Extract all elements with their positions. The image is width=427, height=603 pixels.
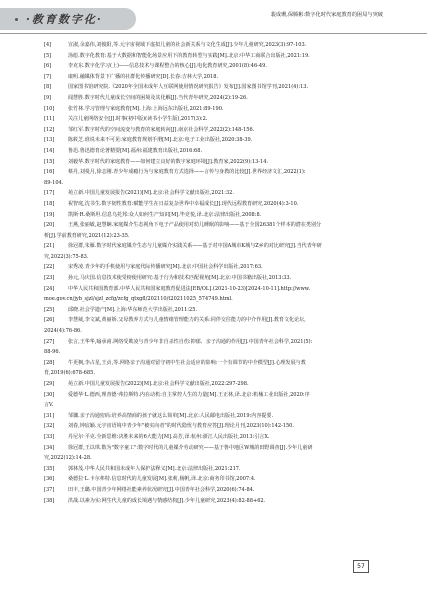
reference-text: 李克东.数字化学习(上)——信息技术与课程整合的核心[J].电化教育研究,2001(8):46-49. bbox=[68, 63, 267, 70]
reference-item bbox=[44, 146, 379, 157]
reference-number: [24] bbox=[44, 285, 55, 292]
reference-item bbox=[44, 210, 379, 221]
reference-number: [11] bbox=[44, 116, 55, 123]
reference-text: 张竹林.学习管理与家庭教育[M].上海:上海远东出版社,2021:89-190. bbox=[68, 105, 224, 112]
reference-item bbox=[44, 379, 379, 390]
reference-number: [31] bbox=[44, 412, 55, 419]
reference-number: [19] bbox=[44, 211, 55, 218]
reference-text: 康明.融媒体背景下广播的社群化传播研究[D].长春:吉林大学,2018. bbox=[68, 73, 219, 80]
reference-number: [21] bbox=[44, 243, 55, 250]
reference-number: [9] bbox=[44, 94, 52, 101]
reference-number: [22] bbox=[44, 264, 55, 271]
reference-number: [29] bbox=[44, 381, 55, 387]
reference-continuation: 析[J].学前教育研究,2021(12):23-35. bbox=[44, 232, 130, 239]
reference-item bbox=[44, 72, 379, 83]
reference-number: [7] bbox=[44, 73, 52, 80]
reference-number: [35] bbox=[44, 465, 55, 472]
header-rule bbox=[0, 33, 427, 34]
reference-continuation: 89-104. bbox=[44, 179, 64, 186]
reference-text: 徐冠群,王以琪.数为"数字童工":数字时代的儿童媒介劳动研究——基于鲁中地区W城的田野调查[J].少年儿童研 bbox=[68, 444, 313, 451]
reference-number: [32] bbox=[44, 423, 55, 430]
reference-text: 陈筱芝.谁说未来不可见:家庭教育规划手册[M].北京:电子工业出版社,2020:38-39. bbox=[68, 137, 253, 144]
reference-item bbox=[44, 104, 379, 115]
reference-text: 刘春,钟宸颖.元宇宙语境中青少年"被实向者"的时代隐忧与教育应答[J].理论月刊,2023(10):142-150. bbox=[68, 423, 294, 430]
reference-item bbox=[44, 114, 379, 125]
reference-item bbox=[44, 496, 379, 507]
reference-number: [36] bbox=[44, 476, 55, 483]
reference-number: [25] bbox=[44, 306, 55, 313]
reference-item bbox=[44, 61, 379, 72]
reference-text: 蔡丹,刘曼月,徐志刚.青少年成瘾行为与家庭教育方式选择——言传与身教的比较[J].世界经济文汇,2022(1): bbox=[68, 169, 306, 176]
reference-item bbox=[44, 337, 379, 348]
reference-number: [13] bbox=[44, 137, 55, 144]
reference-item bbox=[44, 157, 379, 168]
reference-item bbox=[44, 305, 379, 316]
reference-number: [37] bbox=[44, 486, 55, 493]
reference-number: [27] bbox=[44, 338, 55, 345]
reference-item bbox=[44, 188, 379, 199]
reference-number: [20] bbox=[44, 222, 55, 229]
reference-text: 张言,王华华,喻承甫.网络受欺凌与青少年非自杀性自伤:抑郁、亲子沟通的作用[J].中国青年社会科学,2021(5): bbox=[68, 338, 313, 345]
reference-number: [15] bbox=[44, 158, 55, 165]
reference-text: 王燕,张丽敏,赵慧娴.家庭媒介生态视角下电子产品使用对幼儿睡眠的影响——基于全国26381个样本的潜在类别分 bbox=[68, 222, 322, 229]
reference-number: [38] bbox=[44, 497, 55, 504]
reference-number: [18] bbox=[44, 200, 55, 207]
reference-text: 国家图书馆研究院.《2020年全国未成年人互联网使用情况研究报告》发布[J].国家图书馆学刊,2021(4):13. bbox=[68, 84, 309, 91]
reference-text: 汤彪.数字化教育:基于大数据和智能化场景应用下的教育转型与实践[M].北京:中华工商联合出版社,2021:19. bbox=[68, 52, 310, 59]
reference-number: [28] bbox=[44, 359, 55, 366]
reference-item bbox=[44, 167, 379, 178]
reference-text: 丹尼尔·平克.全新思维:决胜未来的6大能力[M].高芳,译.杭州:浙江人民出版社,2013:引言X. bbox=[68, 433, 270, 440]
reference-text: 邹骤.亲子沟通密码:培养高情商的孩子就这么简单[M].北京:人民邮电出版社,2019:内容提要. bbox=[68, 412, 274, 419]
reference-continuation: 究,2022(12):14-28. bbox=[44, 455, 92, 462]
reference-continuation: 言V. bbox=[44, 402, 54, 409]
reference-item bbox=[44, 93, 379, 104]
reference-continuation: 究,2022(3):75-83. bbox=[44, 253, 89, 260]
page-number: 57 bbox=[353, 560, 369, 573]
reference-text: 田丰,王璐.中国青少年网络社能素养状况研究[J].中国青年社会科学,2020(6):74-84. bbox=[68, 486, 255, 493]
reference-text: 桑德拉·L.卡尔弗特.信息时代的儿童发展[M].张莉,杨帆,译.北京:商务印书馆,2007:4. bbox=[68, 476, 256, 483]
reference-continuation: 88-96. bbox=[44, 349, 61, 356]
reference-item bbox=[44, 262, 379, 273]
reference-item bbox=[44, 315, 379, 326]
reference-item bbox=[44, 40, 379, 51]
reference-text: 刘毅华.数字时代的家庭教育——如何建立良好的数字家庭环境[J].教育家,2022(9):13-14. bbox=[68, 158, 269, 165]
reference-number: [34] bbox=[44, 444, 55, 451]
reference-text: 宣淑,余嘉伟,刘俊阳,等.元宇宙视域下虚拟儿童的社会新关系与文化生成[J].少年儿童研究,2023(3):97-103. bbox=[68, 42, 307, 48]
page-header bbox=[0, 0, 427, 36]
reference-text: 苑立新.中国儿童发展报告(2021)[M].北京:社会科学文献出版社,2021:32. bbox=[68, 190, 235, 197]
reference-number: [14] bbox=[44, 147, 55, 154]
reference-number: [10] bbox=[44, 105, 55, 112]
reference-item bbox=[44, 51, 379, 62]
reference-text: 宋秀凌.青少年的手机使用与家庭代际传播研究[M].北京:中国社会科学出版社,2017:63. bbox=[68, 264, 263, 271]
reference-text: 牛更枫,李占星,王贞,等.网络亲子沟通对留守初中生社会适应的影响:一个有调节的中介模型[J].心理发展与教 bbox=[68, 359, 306, 366]
reference-item bbox=[44, 474, 379, 485]
reference-item bbox=[44, 220, 379, 231]
reference-number: [23] bbox=[44, 275, 55, 282]
reference-number: [33] bbox=[44, 433, 55, 440]
reference-text: 关注儿童网络安全[J].时事(初中版)(读书小学生版),2017(3):2. bbox=[68, 116, 208, 123]
reference-text: 苑立新.中国儿童发展报告(2022)[M].北京:社会科学文献出版社,2022:297-298. bbox=[68, 381, 249, 387]
reference-item bbox=[44, 390, 379, 401]
reference-text: 闻慧胜.数字时代儿童成长空间的困境及其化解[J].当代青年研究,2024(2):19-26. bbox=[68, 94, 248, 101]
reference-number: [17] bbox=[44, 190, 55, 197]
reference-text: 徐冠群,朱雁.数字时代家庭媒介生态与儿童媒介实践关系——基于对中国A城市K城与Z乡的对比研究[J].当代青年研 bbox=[68, 243, 322, 250]
reference-item bbox=[44, 273, 379, 284]
reference-text: 郭林茂.中华人民共和国未成年人保护法释义[M].北京:法律出版社,2021:217. bbox=[68, 465, 241, 472]
reference-item bbox=[44, 135, 379, 146]
reference-number: [30] bbox=[44, 391, 55, 398]
reference-text: 邱晓.社会学遗产[M].上海:华东师范大学出版社,2011:25. bbox=[68, 306, 198, 313]
section-banner-label: ·教育数字化· bbox=[26, 13, 103, 26]
reference-item bbox=[44, 284, 379, 295]
reference-text: 邹红军.数字时代的空间流变与教育的家庭转向[J].南京社会科学,2022(2):148-156. bbox=[68, 126, 255, 133]
reference-text: 凯斯·R.桑斯坦.信息乌托邦:众人如何生产知识[M].毕竞悦,译.北京:法律出版社,2008:8. bbox=[68, 211, 262, 218]
reference-text: 孙元,马庆国.信息技术使受榜使用研究:基于行为和技术匹配视角[M].北京:中国书籍出版社,2013:33. bbox=[68, 275, 292, 282]
reference-text: 李慧葳,李文斌,黄丽娇.父母教养方式与儿童情绪管理能力的关系:同伴交往能力的中介作用[J].教育文化论坛, bbox=[68, 317, 306, 324]
reference-item bbox=[44, 125, 379, 136]
reference-number: [5] bbox=[44, 52, 52, 59]
reference-continuation: moe.gov.cn/jyb_sjzl/sjzl_zcfg/zcfg_qtxgfl/202110/t20211025_574749.html. bbox=[44, 296, 233, 303]
reference-number: [26] bbox=[44, 317, 55, 324]
reference-list bbox=[44, 40, 379, 506]
reference-number: [16] bbox=[44, 169, 55, 176]
reference-continuation: 育,2019(6):678-685. bbox=[44, 370, 95, 377]
reference-text: 中华人民共和国教育部.中华人民共和国家庭教育促进法[EB/OL].(2021-10-23)[2024-10-11].http://www. bbox=[68, 285, 311, 292]
running-title: 裴成珊,保腾彬:数字化时代家庭教育的困局与突破 bbox=[270, 12, 383, 18]
reference-number: [6] bbox=[44, 63, 52, 70]
reference-continuation: 2024(4):76-86. bbox=[44, 328, 82, 335]
reference-item bbox=[44, 443, 379, 454]
reference-item bbox=[44, 485, 379, 496]
reference-item bbox=[44, 432, 379, 443]
reference-number: [12] bbox=[44, 126, 55, 133]
banner-dot-icon bbox=[15, 18, 18, 21]
reference-item bbox=[44, 199, 379, 210]
reference-item bbox=[44, 464, 379, 475]
reference-item bbox=[44, 241, 379, 252]
reference-text: 洪战.以素为实:网生代儿童的成长境遇与情感结构[J].少年儿童研究,2023(4):82-88+62. bbox=[68, 497, 266, 504]
reference-item bbox=[44, 421, 379, 432]
reference-item bbox=[44, 411, 379, 422]
reference-number: [8] bbox=[44, 84, 52, 91]
reference-item bbox=[44, 358, 379, 369]
reference-text: 祝智庭,沈书生.数字韧性教育:赋能学生在日益复杂世界中幸福成长[J].现代远程教育研究,2020(4):3-10. bbox=[68, 200, 299, 207]
reference-text: 鲁迅.鲁迅德育论著精要[M].福州:福建教育出版社,2016:68. bbox=[68, 147, 203, 154]
reference-number: [4] bbox=[44, 42, 52, 48]
reference-text: 爱德华·L.德西,理查德·弗拉斯特.内在动机:自主掌控人生的力量[M].王正林,译.北京:机械工业出版社,2020:序 bbox=[68, 391, 310, 398]
reference-item bbox=[44, 82, 379, 93]
